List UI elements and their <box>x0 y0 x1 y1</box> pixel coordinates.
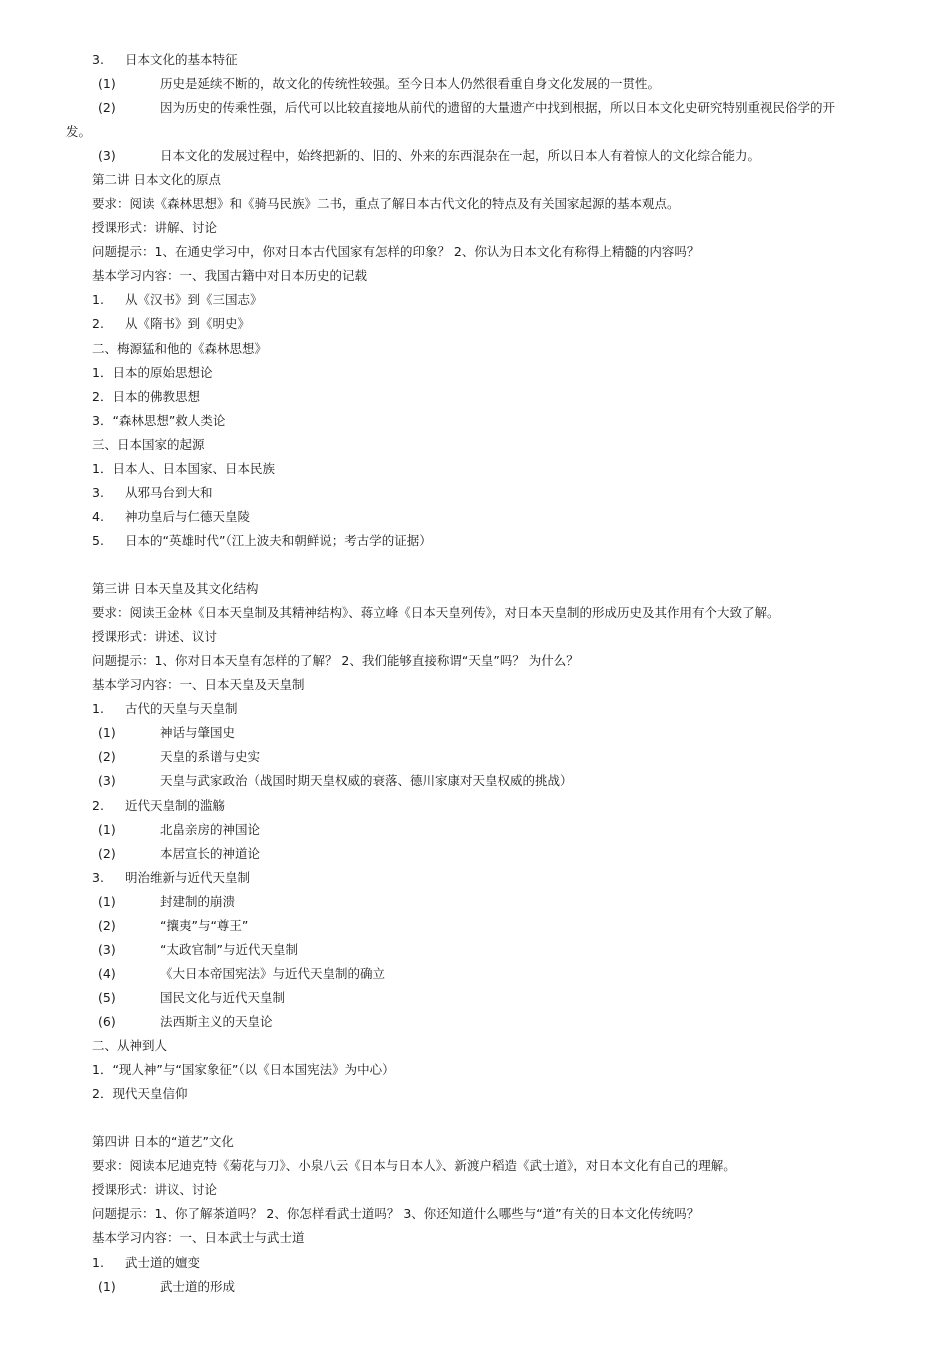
lecture-title: 第二讲 日本文化的原点 <box>92 172 221 187</box>
list-text: 天皇的系谱与史实 <box>160 749 261 764</box>
list-text: 明治维新与近代天皇制 <box>125 870 251 885</box>
list-number: 1. <box>92 701 104 716</box>
list-item: 3．“森林思想”救人类论 <box>92 413 226 428</box>
list-item: 2．现代天皇信仰 <box>92 1086 188 1101</box>
list-number: (1) <box>98 894 116 909</box>
list-item: 1．日本的原始思想论 <box>92 365 213 380</box>
list-text: 武士道的形成 <box>160 1279 236 1294</box>
numbered-heading <box>92 52 238 68</box>
list-number: 1. <box>92 1255 104 1270</box>
list-number: (1) <box>98 725 116 740</box>
list-number: 3. <box>92 870 104 885</box>
list-item <box>92 485 213 501</box>
requirement: 要求：阅读本尼迪克特《菊花与刀》、小泉八云《日本与日本人》、新渡户稻造《武士道》，对日本文化有自己的理解。 <box>92 1158 736 1173</box>
basic-content: 基本学习内容：一、我国古籍中对日本历史的记载 <box>92 268 368 283</box>
list-number: (1) <box>98 76 116 91</box>
list-item <box>98 894 235 910</box>
question-prompt: 问题提示：1、你对日本天皇有怎样的了解？ 2、我们能够直接称谓“天皇”吗？ 为什么？ <box>92 653 579 668</box>
list-text: 从《汉书》到《三国志》 <box>125 292 263 307</box>
list-number: 3. <box>92 485 104 500</box>
list-number: (2) <box>98 100 116 115</box>
teaching-form: 授课形式：讲述、议讨 <box>92 629 218 644</box>
list-item <box>98 966 385 982</box>
list-text: 神功皇后与仁德天皇陵 <box>125 509 251 524</box>
list-item: 1．“现人神”与“国家象征”（以《日本国宪法》为中心） <box>92 1062 395 1077</box>
list-text: 日本的“英雄时代”（江上波夫和朝鲜说；考古学的证据） <box>125 533 432 548</box>
list-text: 历史是延续不断的，故文化的传统性较强。至今日本人仍然很看重自身文化发展的一贯性。 <box>160 76 661 91</box>
list-number: 4. <box>92 509 104 524</box>
list-number: (1) <box>98 822 116 837</box>
list-text: “太政官制”与近代天皇制 <box>160 942 298 957</box>
list-item <box>98 918 248 934</box>
list-number: (2) <box>98 749 116 764</box>
list-text: 本居宣长的神道论 <box>160 846 261 861</box>
teaching-form: 授课形式：讲议、讨论 <box>92 1182 218 1197</box>
list-number: (5) <box>98 990 116 1005</box>
requirement: 要求：阅读《森林思想》和《骑马民族》二书，重点了解日本古代文化的特点及有关国家起源的基本观点。 <box>92 196 680 211</box>
heading-text: 日本文化的基本特征 <box>125 52 238 67</box>
list-item <box>98 1279 235 1295</box>
basic-content: 基本学习内容：一、日本天皇及天皇制 <box>92 677 305 692</box>
list-text: 北畠亲房的神国论 <box>160 822 261 837</box>
subsection-heading: 三、日本国家的起源 <box>92 437 205 452</box>
list-text-continuation: 发。 <box>66 124 92 139</box>
list-text: 武士道的嬗变 <box>125 1255 201 1270</box>
list-number: 3. <box>92 52 104 67</box>
list-text: 日本文化的发展过程中，始终把新的、旧的、外来的东西混杂在一起，所以日本人有着惊人的文化综合能力。 <box>160 148 761 163</box>
lecture-title: 第四讲 日本的“道艺”文化 <box>92 1134 234 1149</box>
list-item <box>98 846 260 862</box>
list-number: 2. <box>92 316 104 331</box>
list-item <box>98 822 260 838</box>
list-item <box>92 509 250 525</box>
list-text: 因为历史的传乘性强，后代可以比较直接地从前代的遗留的大量遗产中找到根据，所以日本文化史研究特别重视民俗学的开 <box>160 100 836 115</box>
list-item: 2．日本的佛教思想 <box>92 389 200 404</box>
list-item <box>98 749 260 765</box>
list-text: 法西斯主义的天皇论 <box>160 1014 273 1029</box>
list-text: “攘夷”与“尊王” <box>160 918 249 933</box>
list-number: (4) <box>98 966 116 981</box>
question-prompt: 问题提示：1、你了解茶道吗？ 2、你怎样看武士道吗？ 3、你还知道什么哪些与“道”有关的日本文化传统吗？ <box>92 1206 700 1221</box>
list-number: 5. <box>92 533 104 548</box>
teaching-form: 授课形式：讲解、讨论 <box>92 220 218 235</box>
list-number: (6) <box>98 1014 116 1029</box>
list-item <box>98 1014 273 1030</box>
list-item <box>92 798 225 814</box>
requirement: 要求：阅读王金林《日本天皇制及其精神结构》、蒋立峰《日本天皇列传》，对日本天皇制的形成历史及其作用有个大致了解。 <box>92 605 780 620</box>
list-number: (3) <box>98 148 116 163</box>
list-item <box>98 990 285 1006</box>
list-number: (2) <box>98 918 116 933</box>
list-text: 从邪马台到大和 <box>125 485 213 500</box>
list-item <box>98 148 760 164</box>
list-item <box>98 725 235 741</box>
list-text: 天皇与武家政治（战国时期天皇权威的衰落、德川家康对天皇权威的挑战） <box>160 773 573 788</box>
list-item <box>98 76 660 92</box>
subsection-heading: 二、梅源猛和他的《森林思想》 <box>92 341 268 356</box>
list-text: 国民文化与近代天皇制 <box>160 990 286 1005</box>
list-item <box>92 1255 200 1271</box>
list-text: 神话与肇国史 <box>160 725 236 740</box>
list-text: 古代的天皇与天皇制 <box>125 701 238 716</box>
subsection-heading: 二、从神到人 <box>92 1038 168 1053</box>
list-number: 1. <box>92 292 104 307</box>
list-number: (3) <box>98 773 116 788</box>
list-item <box>92 870 250 886</box>
list-item <box>98 100 835 116</box>
question-prompt: 问题提示：1、在通史学习中，你对日本古代国家有怎样的印象？ 2、你认为日本文化有称得上精髓的内容吗？ <box>92 244 700 259</box>
list-number: (1) <box>98 1279 116 1294</box>
list-number: 2. <box>92 798 104 813</box>
list-item <box>98 773 573 789</box>
basic-content: 基本学习内容：一、日本武士与武士道 <box>92 1230 305 1245</box>
list-text: 从《隋书》到《明史》 <box>125 316 251 331</box>
list-item <box>92 533 432 549</box>
list-item: 1．日本人、日本国家、日本民族 <box>92 461 275 476</box>
list-item <box>92 701 238 717</box>
list-text: 封建制的崩溃 <box>160 894 236 909</box>
list-number: (3) <box>98 942 116 957</box>
list-text: 近代天皇制的滥觞 <box>125 798 226 813</box>
list-number: (2) <box>98 846 116 861</box>
list-text: 《大日本帝国宪法》与近代天皇制的确立 <box>160 966 386 981</box>
list-item <box>92 292 263 308</box>
list-item <box>98 942 298 958</box>
lecture-title: 第三讲 日本天皇及其文化结构 <box>92 581 259 596</box>
list-item <box>92 316 250 332</box>
